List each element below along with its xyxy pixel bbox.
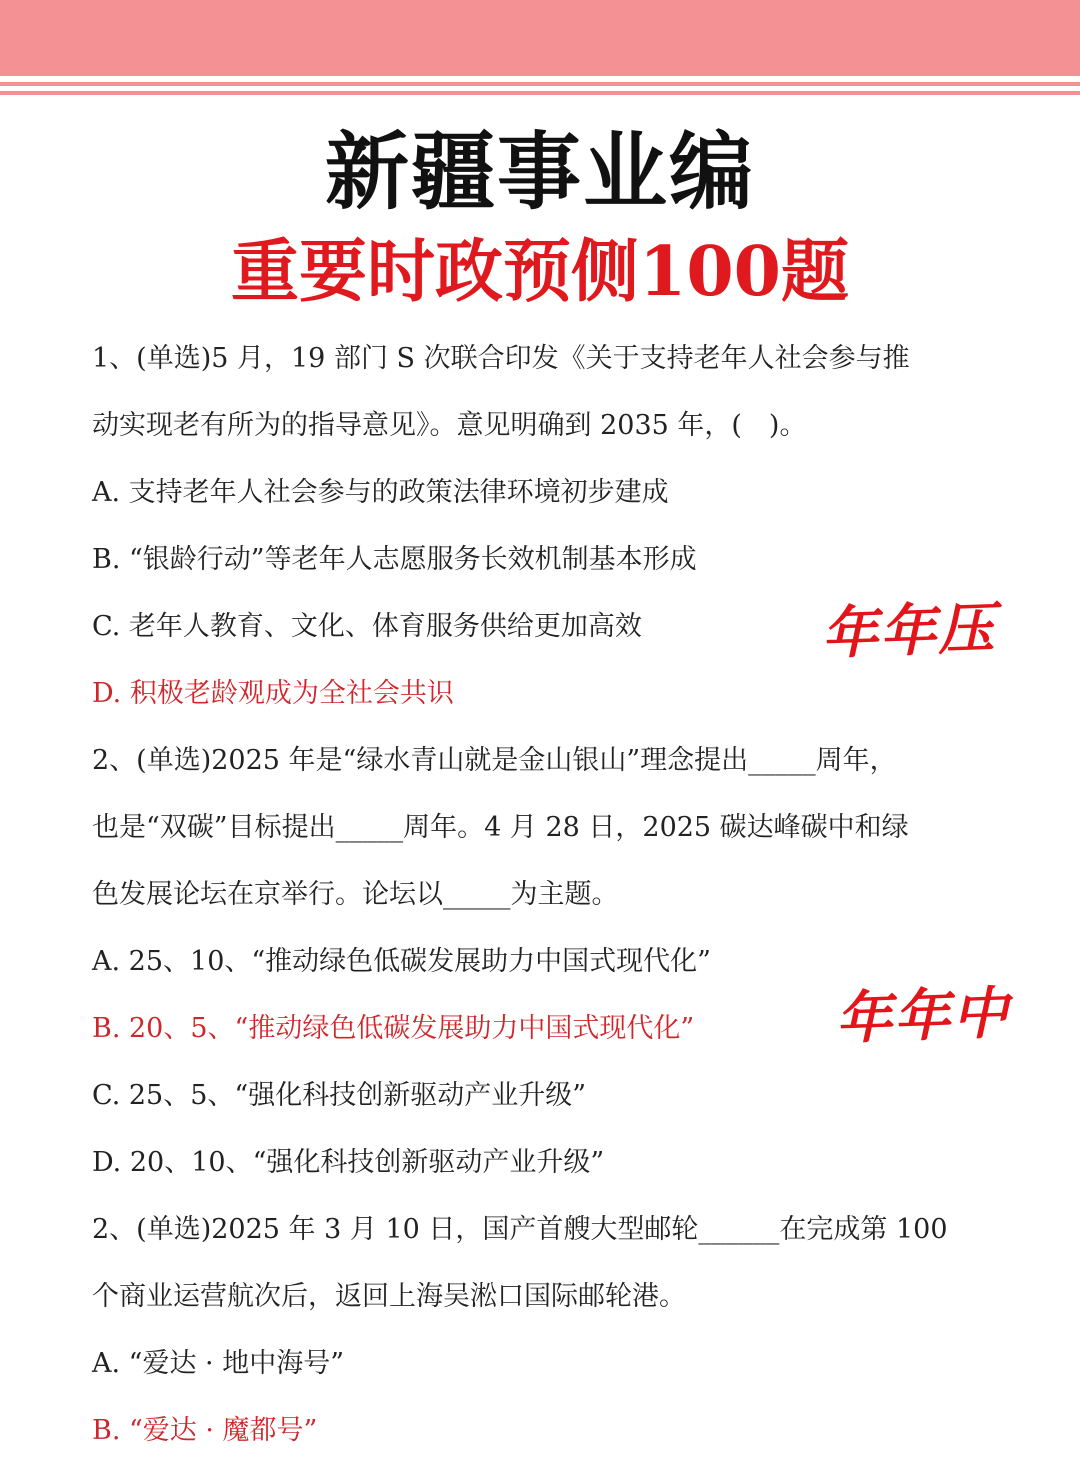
option-c: C. 25、5、“强化科技创新驱动产业升级” — [92, 1080, 587, 1111]
option-b: B. “银龄行动”等老年人志愿服务长效机制基本形成 — [92, 544, 697, 575]
question-text: 也是“双碳”目标提出_____周年。4 月 28 日，2025 碳达峰碳中和绿 — [92, 812, 909, 843]
question-text: 2、(单选)2025 年是“绿水青山就是金山银山”理念提出_____周年， — [92, 745, 897, 776]
page-title: 新疆事业编 — [324, 123, 755, 221]
question-text: 动实现老有所为的指导意见》。意见明确到 2035 年，( )。 — [92, 410, 807, 441]
option-a: A. 支持老年人社会参与的政策法律环境初步建成 — [92, 477, 669, 508]
stamp-text-2: 年年中 — [834, 980, 1012, 1053]
option-b-answer: B. 20、5、“推动绿色低碳发展助力中国式现代化” — [92, 1013, 695, 1044]
option-d-answer: D. 积极老龄观成为全社会共识 — [92, 678, 454, 709]
question-text: 2、(单选)2025 年 3 月 10 日，国产首艘大型邮轮______在完成第 100 — [92, 1214, 948, 1245]
option-d: D. 20、10、“强化科技创新驱动产业升级” — [92, 1147, 605, 1178]
question-text: 个商业运营航次后，返回上海吴淞口国际邮轮港。 — [92, 1281, 686, 1312]
option-a: A. “爱达 · 地中海号” — [92, 1348, 345, 1379]
question-text: 色发展论坛在京举行。论坛以_____为主题。 — [92, 879, 619, 910]
question-1 — [92, 325, 992, 727]
page-subtitle: 重要时政预侧100题 — [231, 232, 849, 312]
option-b-answer: B. “爱达 · 魔都号” — [92, 1415, 318, 1446]
top-banner — [0, 0, 1080, 76]
question-text: 1、(单选)5 月，19 部门 S 次联合印发《关于支持老年人社会参与推 — [92, 343, 910, 374]
question-3 — [92, 1196, 992, 1464]
top-stripe — [0, 91, 1080, 95]
top-stripe — [0, 82, 1080, 86]
option-a: A. 25、10、“推动绿色低碳发展助力中国式现代化” — [92, 946, 711, 977]
option-c: C. 老年人教育、文化、体育服务供给更加高效 — [92, 611, 642, 642]
stamp-text-1: 年年压 — [820, 595, 998, 668]
question-list — [92, 325, 992, 1464]
question-2 — [92, 727, 992, 1196]
